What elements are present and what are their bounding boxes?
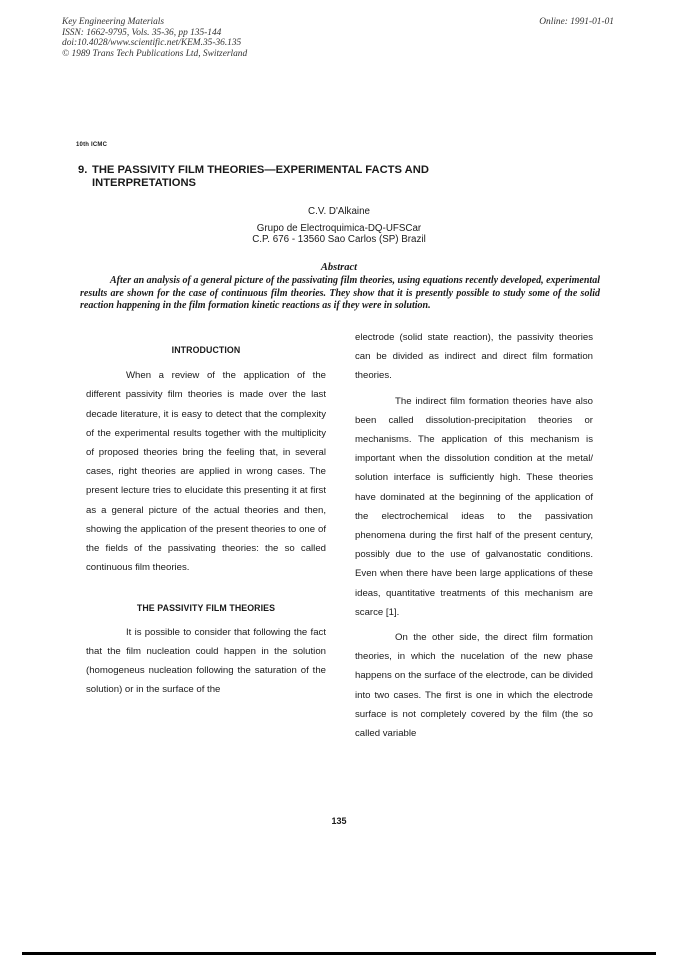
online-date: Online: 1991-01-01 — [539, 17, 614, 27]
bottom-rule — [22, 952, 656, 955]
copyright-line: © 1989 Trans Tech Publications Ltd, Switzerland — [62, 48, 248, 59]
left-column — [86, 341, 326, 699]
affiliation-line-2: C.P. 676 - 13560 Sao Carlos (SP) Brazil — [252, 234, 426, 246]
author-name: C.V. D'Alkaine — [308, 206, 370, 217]
author-block — [0, 206, 678, 246]
abstract-heading: Abstract — [320, 262, 358, 273]
direct-theories-paragraph: On the other side, the direct film formation theories, in which the nucelation of the new phase happens on the surface of the electrode, can be divided into two cases. The first is one in which the electrode surface is not completely covered by the film (the so called variable — [355, 632, 593, 740]
journal-meta — [62, 17, 247, 59]
section-heading-introduction: INTRODUCTION — [171, 345, 241, 355]
conference-label: 10th ICMC — [76, 142, 108, 148]
section-heading-theories: THE PASSIVITY FILM THEORIES — [136, 603, 276, 614]
right-column — [355, 328, 593, 743]
theories-paragraph: It is possible to consider that following the fact that the film nucleation could happen in the solution (homogeneus nucleation following the saturation of the solution) or in the surface of the — [86, 626, 326, 696]
title-line-2: INTERPRETATIONS — [92, 177, 197, 190]
affiliation-line-1: Grupo de Electroquimica-DQ-UFSCar — [256, 222, 422, 234]
continued-paragraph: electrode (solid state reaction), the passivity theories can be divided as indirect and direct film formation theories. — [355, 332, 593, 382]
page-number: 135 — [331, 816, 347, 826]
title-line-1: THE PASSIVITY FILM THEORIES—EXPERIMENTAL FACTS AND — [92, 164, 429, 176]
issn-line: ISSN: 1662-9795, Vols. 35-36, pp 135-144 — [62, 27, 222, 38]
journal-name: Key Engineering Materials — [62, 17, 165, 27]
title-number: 9. — [78, 164, 88, 176]
intro-paragraph: When a review of the application of the different passivity film theories is made over the last decade literature, it is easy to detect that the complexity of the experimental results together with the multiplicity of proposed theories bring the feeling that, in several cases, right theories are applied in wrong cases. The present lecture tries to elucidate this presenting it at first as a general picture of the actual theories and then, showing the application of the present theories to one of the fields of the passivating theories: the so called continuous film theories. — [86, 370, 326, 574]
indirect-theories-paragraph: The indirect film formation theories have also been called dissolution-precipitation theories or mechanisms. The application of this mechanism is important when the dissolution condition at the metal/ solution interface is sufficiently high. These theories have dominated at the beginning of the application of the electrochemical ideas to the passivation phenomena during the first half of the present century, possibly due to the use of galvanostatic conditions. Even when there have been large applications of these ideas, quantitative treatments of this mechanism are scarce [1]. — [355, 395, 593, 618]
abstract-text: After an analysis of a general picture of the passivating film theories, using equations recently developed, experimental results are shown for the case of continuous film theories. They show that it is presently possible to study some of the solid reaction happening in the film formation kinetic reactions as if they were in solution. — [80, 275, 600, 312]
paper-title — [78, 164, 598, 190]
doi-line: doi:10.4028/www.scientific.net/KEM.35-36.135 — [62, 38, 242, 49]
